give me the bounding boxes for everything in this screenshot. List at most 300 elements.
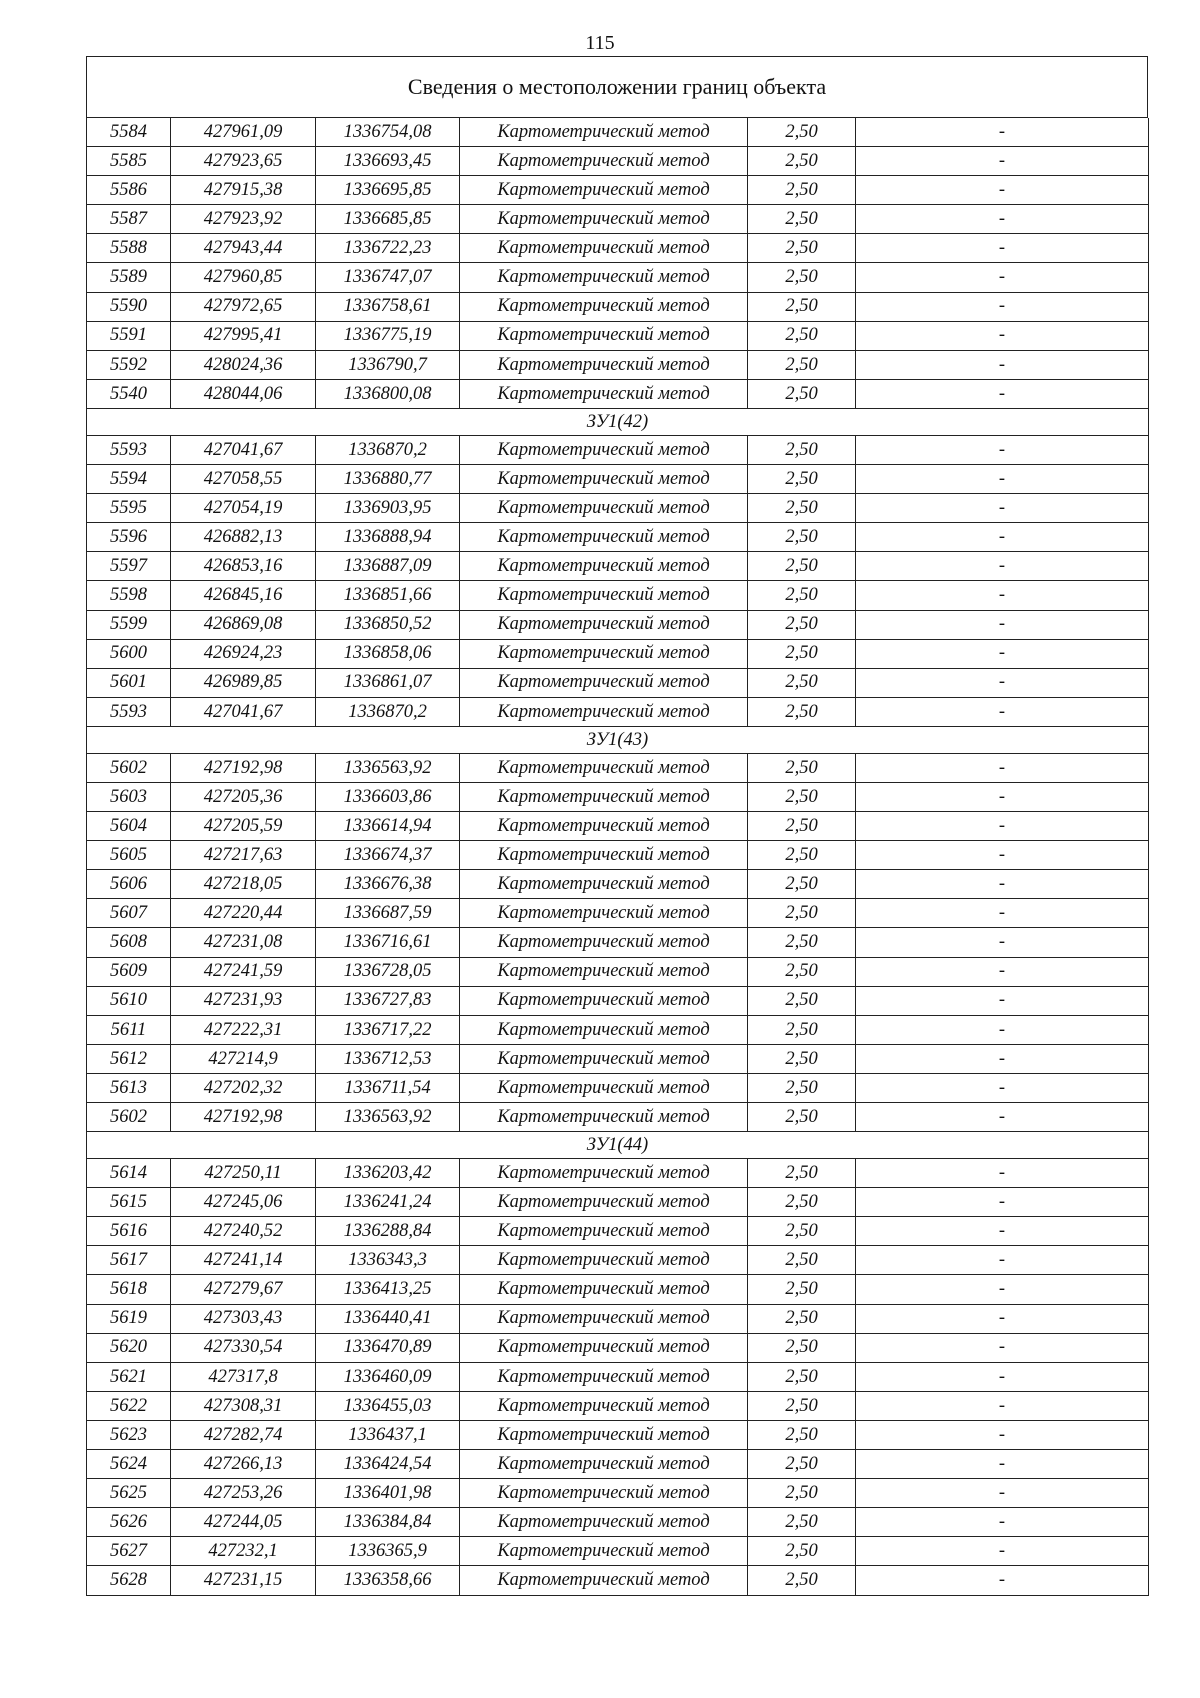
method-cell: Картометрический метод	[460, 1188, 748, 1217]
x-coordinate-cell: 427943,44	[171, 234, 316, 263]
x-coordinate-cell: 426924,23	[171, 639, 316, 668]
point-number-cell: 5585	[87, 147, 171, 176]
accuracy-cell: 2,50	[748, 1275, 856, 1304]
accuracy-cell: 2,50	[748, 494, 856, 523]
table-row	[87, 234, 1149, 263]
y-coordinate-cell: 1336424,54	[316, 1450, 460, 1479]
description-cell: -	[856, 581, 1149, 610]
description-cell: -	[856, 379, 1149, 408]
table-row	[87, 379, 1149, 408]
accuracy-cell: 2,50	[748, 928, 856, 957]
y-coordinate-cell: 1336775,19	[316, 321, 460, 350]
table-row	[87, 263, 1149, 292]
accuracy-cell: 2,50	[748, 176, 856, 205]
table-row	[87, 1420, 1149, 1449]
y-coordinate-cell: 1336470,89	[316, 1333, 460, 1362]
table-row	[87, 610, 1149, 639]
accuracy-cell: 2,50	[748, 1246, 856, 1275]
description-cell: -	[856, 870, 1149, 899]
accuracy-cell: 2,50	[748, 1420, 856, 1449]
description-cell: -	[856, 234, 1149, 263]
accuracy-cell: 2,50	[748, 1537, 856, 1566]
accuracy-cell: 2,50	[748, 1304, 856, 1333]
method-cell: Картометрический метод	[460, 1304, 748, 1333]
y-coordinate-cell: 1336728,05	[316, 957, 460, 986]
y-coordinate-cell: 1336203,42	[316, 1159, 460, 1188]
method-cell: Картометрический метод	[460, 494, 748, 523]
point-number-cell: 5604	[87, 812, 171, 841]
x-coordinate-cell: 427995,41	[171, 321, 316, 350]
table-row	[87, 957, 1149, 986]
x-coordinate-cell: 428044,06	[171, 379, 316, 408]
point-number-cell: 5591	[87, 321, 171, 350]
method-cell: Картометрический метод	[460, 1362, 748, 1391]
point-number-cell: 5610	[87, 986, 171, 1015]
description-cell: -	[856, 1246, 1149, 1275]
y-coordinate-cell: 1336887,09	[316, 552, 460, 581]
group-label: ЗУ1(42)	[87, 408, 1149, 435]
method-cell: Картометрический метод	[460, 928, 748, 957]
point-number-cell: 5595	[87, 494, 171, 523]
accuracy-cell: 2,50	[748, 1015, 856, 1044]
y-coordinate-cell: 1336712,53	[316, 1044, 460, 1073]
point-number-cell: 5611	[87, 1015, 171, 1044]
y-coordinate-cell: 1336880,77	[316, 465, 460, 494]
method-cell: Картометрический метод	[460, 263, 748, 292]
table-row	[87, 668, 1149, 697]
x-coordinate-cell: 427245,06	[171, 1188, 316, 1217]
point-number-cell: 5620	[87, 1333, 171, 1362]
y-coordinate-cell: 1336870,2	[316, 435, 460, 464]
y-coordinate-cell: 1336614,94	[316, 812, 460, 841]
point-number-cell: 5618	[87, 1275, 171, 1304]
y-coordinate-cell: 1336685,85	[316, 205, 460, 234]
point-number-cell: 5607	[87, 899, 171, 928]
description-cell: -	[856, 841, 1149, 870]
table-row	[87, 1304, 1149, 1333]
method-cell: Картометрический метод	[460, 782, 748, 811]
accuracy-cell: 2,50	[748, 812, 856, 841]
table-row	[87, 147, 1149, 176]
description-cell: -	[856, 523, 1149, 552]
point-number-cell: 5628	[87, 1566, 171, 1595]
y-coordinate-cell: 1336754,08	[316, 118, 460, 147]
accuracy-cell: 2,50	[748, 321, 856, 350]
table-title: Сведения о местоположении границ объекта	[86, 56, 1148, 118]
table-row	[87, 205, 1149, 234]
accuracy-cell: 2,50	[748, 147, 856, 176]
description-cell: -	[856, 1508, 1149, 1537]
accuracy-cell: 2,50	[748, 899, 856, 928]
y-coordinate-cell: 1336437,1	[316, 1420, 460, 1449]
accuracy-cell: 2,50	[748, 668, 856, 697]
point-number-cell: 5625	[87, 1479, 171, 1508]
y-coordinate-cell: 1336358,66	[316, 1566, 460, 1595]
table-row	[87, 1450, 1149, 1479]
x-coordinate-cell: 427282,74	[171, 1420, 316, 1449]
y-coordinate-cell: 1336850,52	[316, 610, 460, 639]
description-cell: -	[856, 435, 1149, 464]
description-cell: -	[856, 753, 1149, 782]
accuracy-cell: 2,50	[748, 292, 856, 321]
point-number-cell: 5597	[87, 552, 171, 581]
description-cell: -	[856, 1420, 1149, 1449]
accuracy-cell: 2,50	[748, 379, 856, 408]
point-number-cell: 5622	[87, 1391, 171, 1420]
table-row	[87, 753, 1149, 782]
table-row	[87, 523, 1149, 552]
description-cell: -	[856, 176, 1149, 205]
x-coordinate-cell: 427192,98	[171, 1103, 316, 1132]
y-coordinate-cell: 1336563,92	[316, 753, 460, 782]
point-number-cell: 5608	[87, 928, 171, 957]
point-number-cell: 5587	[87, 205, 171, 234]
table-row	[87, 841, 1149, 870]
description-cell: -	[856, 118, 1149, 147]
x-coordinate-cell: 427205,59	[171, 812, 316, 841]
method-cell: Картометрический метод	[460, 753, 748, 782]
x-coordinate-cell: 427218,05	[171, 870, 316, 899]
y-coordinate-cell: 1336727,83	[316, 986, 460, 1015]
method-cell: Картометрический метод	[460, 639, 748, 668]
y-coordinate-cell: 1336800,08	[316, 379, 460, 408]
table-row	[87, 176, 1149, 205]
method-cell: Картометрический метод	[460, 668, 748, 697]
description-cell: -	[856, 1304, 1149, 1333]
accuracy-cell: 2,50	[748, 1391, 856, 1420]
x-coordinate-cell: 427279,67	[171, 1275, 316, 1304]
point-number-cell: 5619	[87, 1304, 171, 1333]
method-cell: Картометрический метод	[460, 1246, 748, 1275]
description-cell: -	[856, 1275, 1149, 1304]
method-cell: Картометрический метод	[460, 523, 748, 552]
y-coordinate-cell: 1336343,3	[316, 1246, 460, 1275]
point-number-cell: 5602	[87, 1103, 171, 1132]
x-coordinate-cell: 427266,13	[171, 1450, 316, 1479]
point-number-cell: 5617	[87, 1246, 171, 1275]
table-row	[87, 899, 1149, 928]
point-number-cell: 5598	[87, 581, 171, 610]
method-cell: Картометрический метод	[460, 1073, 748, 1102]
method-cell: Картометрический метод	[460, 435, 748, 464]
description-cell: -	[856, 957, 1149, 986]
method-cell: Картометрический метод	[460, 147, 748, 176]
y-coordinate-cell: 1336711,54	[316, 1073, 460, 1102]
method-cell: Картометрический метод	[460, 1275, 748, 1304]
accuracy-cell: 2,50	[748, 205, 856, 234]
description-cell: -	[856, 263, 1149, 292]
table-row	[87, 870, 1149, 899]
point-number-cell: 5584	[87, 118, 171, 147]
accuracy-cell: 2,50	[748, 697, 856, 726]
x-coordinate-cell: 427240,52	[171, 1217, 316, 1246]
group-label: ЗУ1(43)	[87, 726, 1149, 753]
accuracy-cell: 2,50	[748, 1450, 856, 1479]
description-cell: -	[856, 1450, 1149, 1479]
y-coordinate-cell: 1336384,84	[316, 1508, 460, 1537]
group-row	[87, 726, 1149, 753]
table-row	[87, 986, 1149, 1015]
table-row	[87, 435, 1149, 464]
y-coordinate-cell: 1336288,84	[316, 1217, 460, 1246]
table-row	[87, 1044, 1149, 1073]
description-cell: -	[856, 350, 1149, 379]
table-row	[87, 1391, 1149, 1420]
method-cell: Картометрический метод	[460, 465, 748, 494]
point-number-cell: 5600	[87, 639, 171, 668]
accuracy-cell: 2,50	[748, 870, 856, 899]
coordinates-table	[86, 118, 1149, 1596]
x-coordinate-cell: 427231,15	[171, 1566, 316, 1595]
x-coordinate-cell: 427054,19	[171, 494, 316, 523]
point-number-cell: 5593	[87, 435, 171, 464]
point-number-cell: 5616	[87, 1217, 171, 1246]
accuracy-cell: 2,50	[748, 782, 856, 811]
x-coordinate-cell: 427923,92	[171, 205, 316, 234]
table-row	[87, 1479, 1149, 1508]
accuracy-cell: 2,50	[748, 610, 856, 639]
point-number-cell: 5626	[87, 1508, 171, 1537]
method-cell: Картометрический метод	[460, 1508, 748, 1537]
x-coordinate-cell: 427330,54	[171, 1333, 316, 1362]
point-number-cell: 5589	[87, 263, 171, 292]
description-cell: -	[856, 639, 1149, 668]
accuracy-cell: 2,50	[748, 841, 856, 870]
y-coordinate-cell: 1336603,86	[316, 782, 460, 811]
table-row	[87, 581, 1149, 610]
method-cell: Картометрический метод	[460, 350, 748, 379]
y-coordinate-cell: 1336903,95	[316, 494, 460, 523]
table-row	[87, 928, 1149, 957]
method-cell: Картометрический метод	[460, 321, 748, 350]
point-number-cell: 5596	[87, 523, 171, 552]
table-row	[87, 1246, 1149, 1275]
accuracy-cell: 2,50	[748, 552, 856, 581]
table-row	[87, 552, 1149, 581]
point-number-cell: 5614	[87, 1159, 171, 1188]
method-cell: Картометрический метод	[460, 899, 748, 928]
accuracy-cell: 2,50	[748, 435, 856, 464]
description-cell: -	[856, 321, 1149, 350]
accuracy-cell: 2,50	[748, 753, 856, 782]
method-cell: Картометрический метод	[460, 1450, 748, 1479]
accuracy-cell: 2,50	[748, 1362, 856, 1391]
accuracy-cell: 2,50	[748, 1479, 856, 1508]
table-row	[87, 118, 1149, 147]
page-number: 115	[585, 32, 615, 54]
y-coordinate-cell: 1336717,22	[316, 1015, 460, 1044]
method-cell: Картометрический метод	[460, 1044, 748, 1073]
group-row	[87, 408, 1149, 435]
x-coordinate-cell: 426989,85	[171, 668, 316, 697]
method-cell: Картометрический метод	[460, 1333, 748, 1362]
method-cell: Картометрический метод	[460, 1217, 748, 1246]
method-cell: Картометрический метод	[460, 1420, 748, 1449]
method-cell: Картометрический метод	[460, 812, 748, 841]
group-row	[87, 1132, 1149, 1159]
x-coordinate-cell: 426845,16	[171, 581, 316, 610]
x-coordinate-cell: 427202,32	[171, 1073, 316, 1102]
accuracy-cell: 2,50	[748, 263, 856, 292]
description-cell: -	[856, 1188, 1149, 1217]
accuracy-cell: 2,50	[748, 957, 856, 986]
x-coordinate-cell: 427303,43	[171, 1304, 316, 1333]
point-number-cell: 5594	[87, 465, 171, 494]
y-coordinate-cell: 1336870,2	[316, 697, 460, 726]
accuracy-cell: 2,50	[748, 118, 856, 147]
point-number-cell: 5602	[87, 753, 171, 782]
method-cell: Картометрический метод	[460, 986, 748, 1015]
description-cell: -	[856, 1566, 1149, 1595]
description-cell: -	[856, 1073, 1149, 1102]
boundary-document	[86, 56, 1148, 1596]
y-coordinate-cell: 1336563,92	[316, 1103, 460, 1132]
y-coordinate-cell: 1336888,94	[316, 523, 460, 552]
x-coordinate-cell: 427972,65	[171, 292, 316, 321]
point-number-cell: 5609	[87, 957, 171, 986]
point-number-cell: 5599	[87, 610, 171, 639]
y-coordinate-cell: 1336687,59	[316, 899, 460, 928]
x-coordinate-cell: 427241,59	[171, 957, 316, 986]
accuracy-cell: 2,50	[748, 465, 856, 494]
method-cell: Картометрический метод	[460, 118, 748, 147]
method-cell: Картометрический метод	[460, 205, 748, 234]
point-number-cell: 5540	[87, 379, 171, 408]
y-coordinate-cell: 1336440,41	[316, 1304, 460, 1333]
y-coordinate-cell: 1336858,06	[316, 639, 460, 668]
method-cell: Картометрический метод	[460, 1391, 748, 1420]
table-row	[87, 1015, 1149, 1044]
point-number-cell: 5627	[87, 1537, 171, 1566]
x-coordinate-cell: 428024,36	[171, 350, 316, 379]
y-coordinate-cell: 1336693,45	[316, 147, 460, 176]
table-row	[87, 350, 1149, 379]
table-row	[87, 639, 1149, 668]
y-coordinate-cell: 1336413,25	[316, 1275, 460, 1304]
x-coordinate-cell: 427231,93	[171, 986, 316, 1015]
x-coordinate-cell: 427222,31	[171, 1015, 316, 1044]
accuracy-cell: 2,50	[748, 1044, 856, 1073]
accuracy-cell: 2,50	[748, 234, 856, 263]
y-coordinate-cell: 1336851,66	[316, 581, 460, 610]
y-coordinate-cell: 1336747,07	[316, 263, 460, 292]
table-row	[87, 1275, 1149, 1304]
method-cell: Картометрический метод	[460, 697, 748, 726]
table-row	[87, 465, 1149, 494]
description-cell: -	[856, 1044, 1149, 1073]
x-coordinate-cell: 427192,98	[171, 753, 316, 782]
table-row	[87, 494, 1149, 523]
x-coordinate-cell: 427058,55	[171, 465, 316, 494]
point-number-cell: 5592	[87, 350, 171, 379]
table-row	[87, 1537, 1149, 1566]
x-coordinate-cell: 427214,9	[171, 1044, 316, 1073]
point-number-cell: 5593	[87, 697, 171, 726]
y-coordinate-cell: 1336455,03	[316, 1391, 460, 1420]
y-coordinate-cell: 1336365,9	[316, 1537, 460, 1566]
y-coordinate-cell: 1336676,38	[316, 870, 460, 899]
x-coordinate-cell: 427961,09	[171, 118, 316, 147]
accuracy-cell: 2,50	[748, 1073, 856, 1102]
method-cell: Картометрический метод	[460, 552, 748, 581]
method-cell: Картометрический метод	[460, 610, 748, 639]
x-coordinate-cell: 427960,85	[171, 263, 316, 292]
point-number-cell: 5621	[87, 1362, 171, 1391]
point-number-cell: 5605	[87, 841, 171, 870]
table-row	[87, 1362, 1149, 1391]
description-cell: -	[856, 1537, 1149, 1566]
description-cell: -	[856, 986, 1149, 1015]
y-coordinate-cell: 1336401,98	[316, 1479, 460, 1508]
table-row	[87, 1073, 1149, 1102]
x-coordinate-cell: 426882,13	[171, 523, 316, 552]
description-cell: -	[856, 205, 1149, 234]
table-row	[87, 812, 1149, 841]
x-coordinate-cell: 427250,11	[171, 1159, 316, 1188]
point-number-cell: 5612	[87, 1044, 171, 1073]
y-coordinate-cell: 1336241,24	[316, 1188, 460, 1217]
x-coordinate-cell: 427041,67	[171, 697, 316, 726]
method-cell: Картометрический метод	[460, 870, 748, 899]
description-cell: -	[856, 1015, 1149, 1044]
y-coordinate-cell: 1336674,37	[316, 841, 460, 870]
x-coordinate-cell: 427205,36	[171, 782, 316, 811]
description-cell: -	[856, 610, 1149, 639]
x-coordinate-cell: 427923,65	[171, 147, 316, 176]
description-cell: -	[856, 1391, 1149, 1420]
method-cell: Картометрический метод	[460, 1015, 748, 1044]
y-coordinate-cell: 1336790,7	[316, 350, 460, 379]
accuracy-cell: 2,50	[748, 523, 856, 552]
table-row	[87, 1508, 1149, 1537]
accuracy-cell: 2,50	[748, 1333, 856, 1362]
point-number-cell: 5601	[87, 668, 171, 697]
x-coordinate-cell: 427241,14	[171, 1246, 316, 1275]
description-cell: -	[856, 147, 1149, 176]
x-coordinate-cell: 427308,31	[171, 1391, 316, 1420]
point-number-cell: 5588	[87, 234, 171, 263]
description-cell: -	[856, 928, 1149, 957]
description-cell: -	[856, 1103, 1149, 1132]
y-coordinate-cell: 1336695,85	[316, 176, 460, 205]
description-cell: -	[856, 465, 1149, 494]
description-cell: -	[856, 1159, 1149, 1188]
table-row	[87, 697, 1149, 726]
description-cell: -	[856, 552, 1149, 581]
x-coordinate-cell: 427915,38	[171, 176, 316, 205]
method-cell: Картометрический метод	[460, 379, 748, 408]
table-row	[87, 292, 1149, 321]
accuracy-cell: 2,50	[748, 1508, 856, 1537]
table-row	[87, 1333, 1149, 1362]
table-row	[87, 1217, 1149, 1246]
accuracy-cell: 2,50	[748, 1217, 856, 1246]
x-coordinate-cell: 427232,1	[171, 1537, 316, 1566]
description-cell: -	[856, 812, 1149, 841]
point-number-cell: 5603	[87, 782, 171, 811]
group-label: ЗУ1(44)	[87, 1132, 1149, 1159]
point-number-cell: 5606	[87, 870, 171, 899]
y-coordinate-cell: 1336722,23	[316, 234, 460, 263]
x-coordinate-cell: 426853,16	[171, 552, 316, 581]
point-number-cell: 5623	[87, 1420, 171, 1449]
method-cell: Картометрический метод	[460, 292, 748, 321]
accuracy-cell: 2,50	[748, 581, 856, 610]
table-row	[87, 782, 1149, 811]
table-row	[87, 1188, 1149, 1217]
description-cell: -	[856, 1333, 1149, 1362]
method-cell: Картометрический метод	[460, 234, 748, 263]
